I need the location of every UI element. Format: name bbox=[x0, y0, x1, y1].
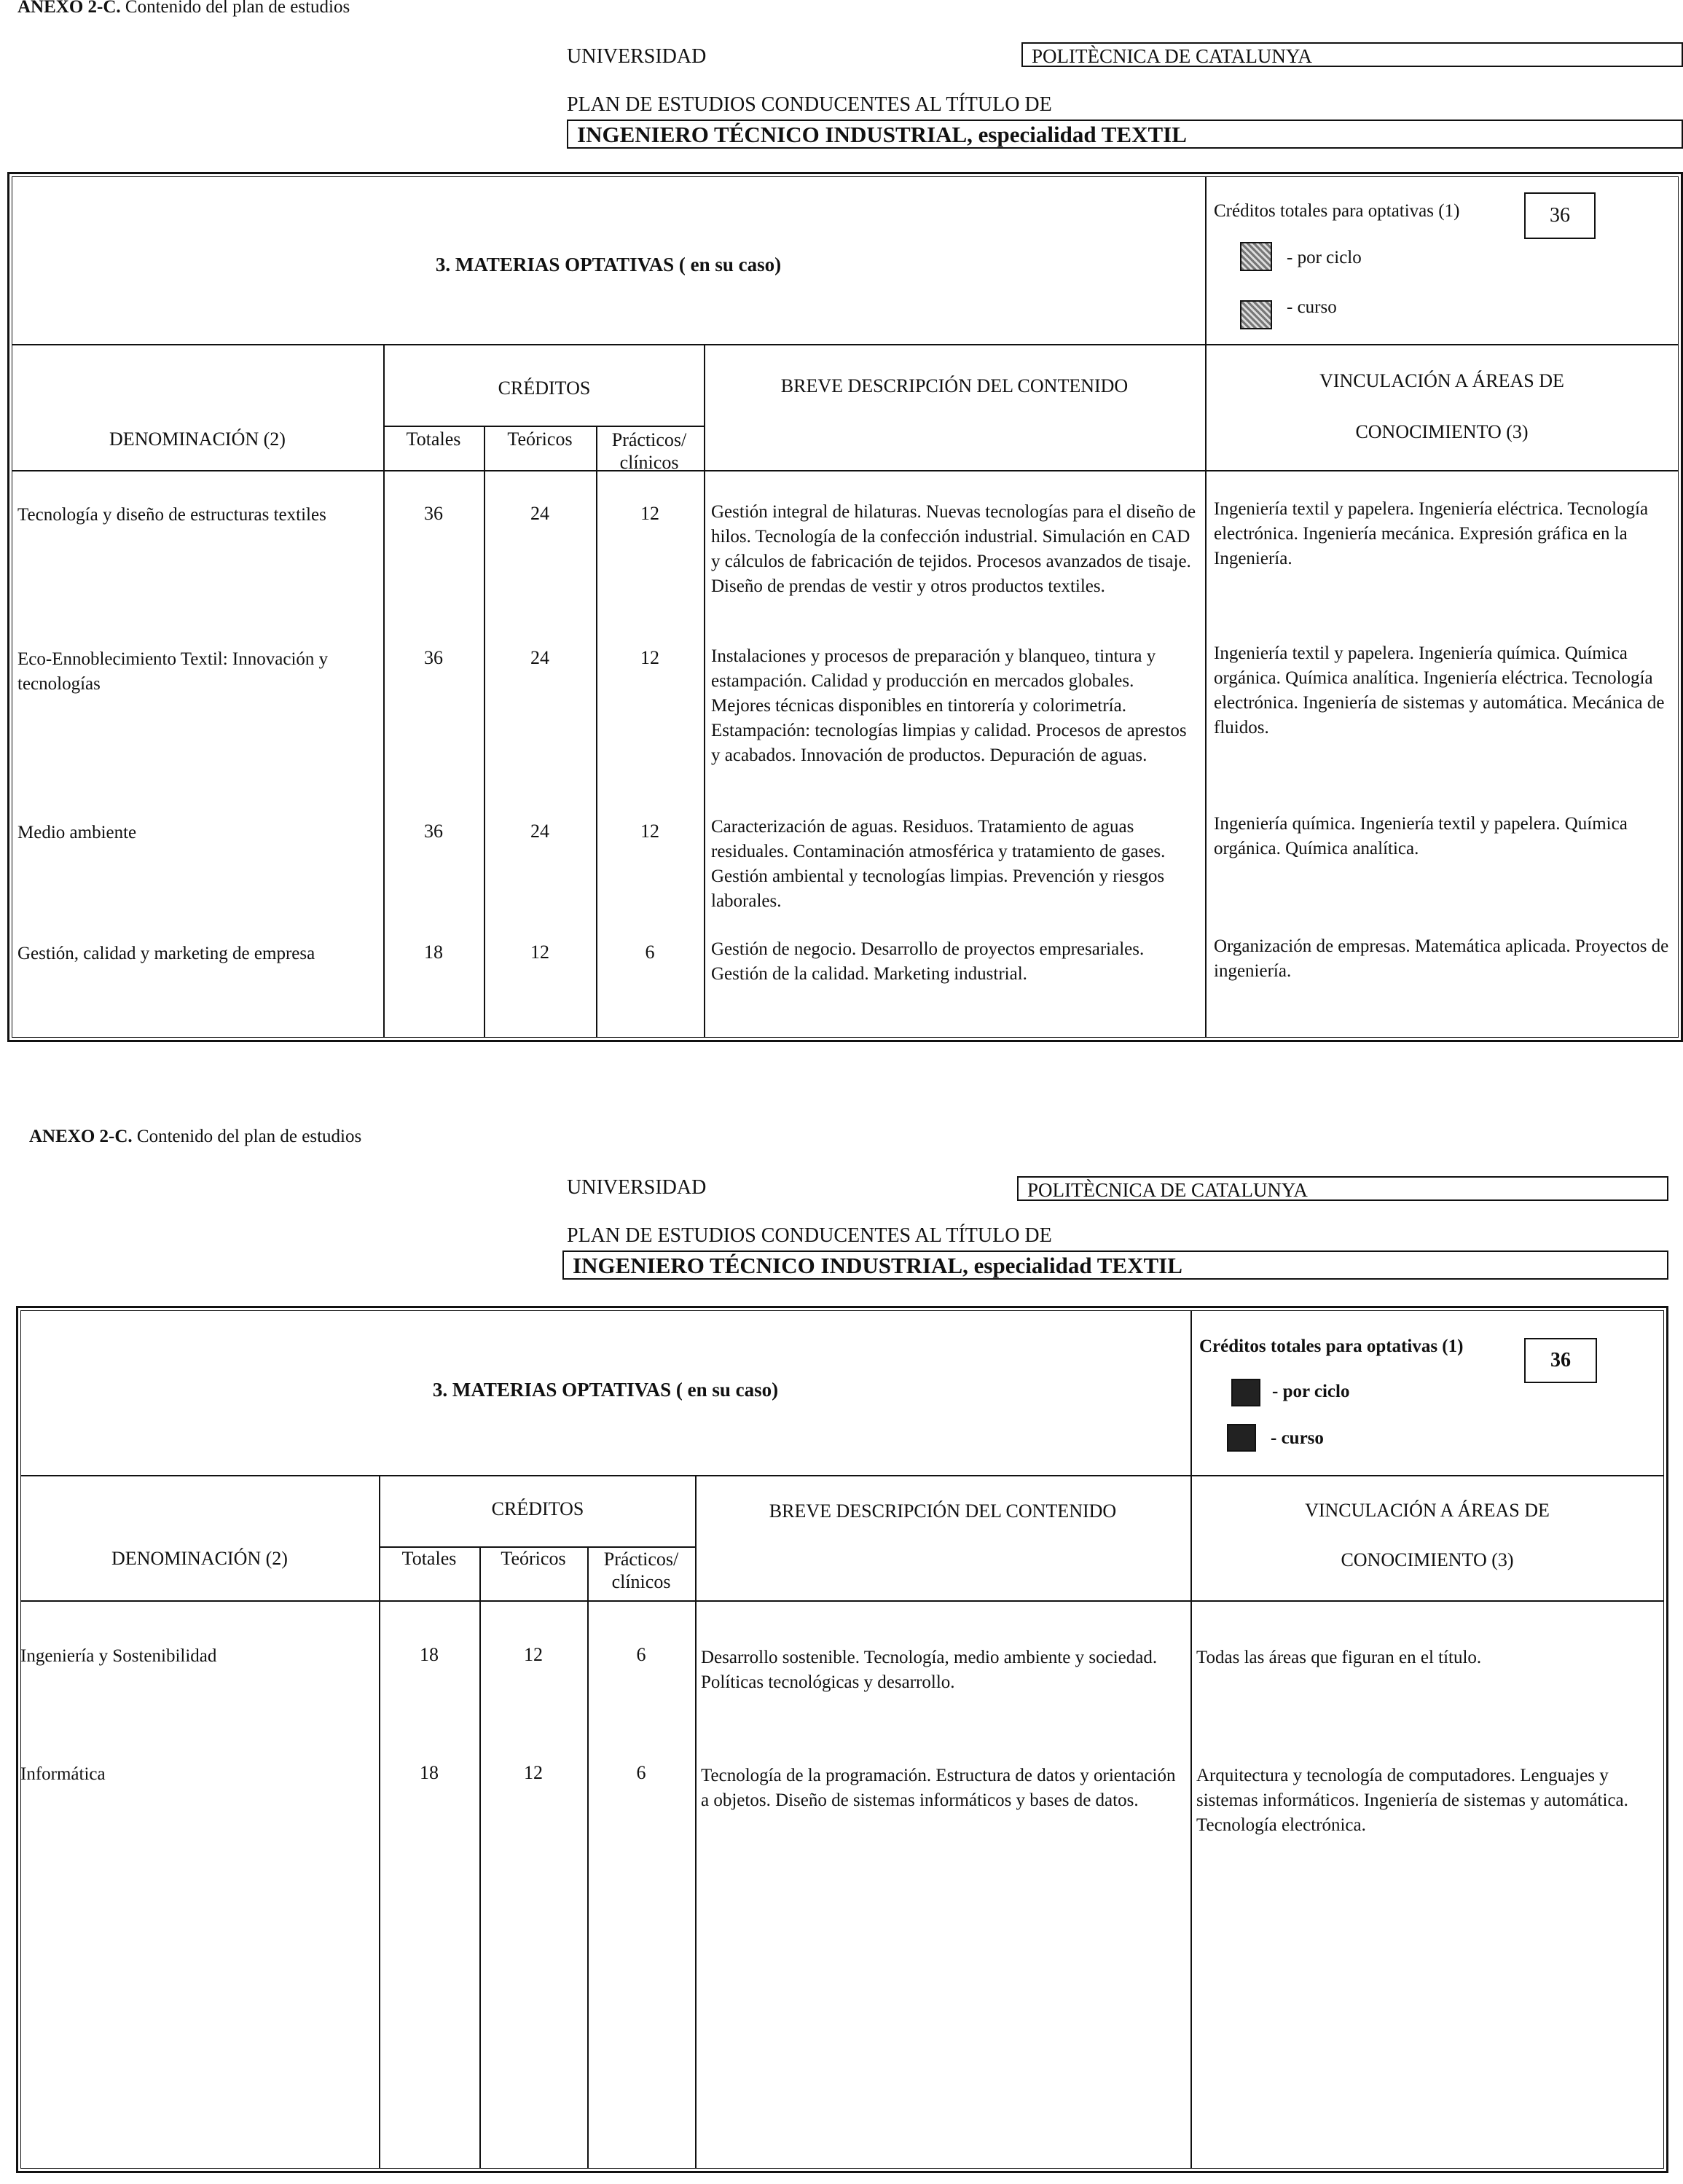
section-title: 3. MATERIAS OPTATIVAS ( en su caso) bbox=[435, 254, 782, 275]
header-vinculacion-1: VINCULACIÓN A ÁREAS DE bbox=[1305, 1500, 1550, 1521]
per-course-checkbox bbox=[1227, 1424, 1256, 1452]
header-practicos: Prácticos/ clínicos bbox=[611, 429, 687, 473]
row-totales: 18 bbox=[420, 1644, 439, 1665]
row-totales: 18 bbox=[424, 942, 443, 963]
row-name: Gestión, calidad y marketing de empresa bbox=[17, 944, 315, 963]
per-cycle-label: - por ciclo bbox=[1272, 1382, 1350, 1401]
row-totales: 36 bbox=[424, 503, 443, 524]
credits-total-value: 36 bbox=[1524, 1338, 1597, 1383]
section-title: 3. MATERIAS OPTATIVAS ( en su caso) bbox=[432, 1379, 779, 1401]
row-totales: 36 bbox=[424, 821, 443, 842]
row-name: Ingeniería y Sostenibilidad bbox=[20, 1646, 217, 1666]
per-cycle-checkbox bbox=[1231, 1379, 1260, 1406]
header-totales: Totales bbox=[401, 1548, 457, 1569]
header-practicos: Prácticos/ clínicos bbox=[603, 1549, 679, 1592]
row-descripcion: Gestión integral de hilaturas. Nuevas tecnologías para el diseño de hilos. Tecnología de la confección industrial. Simulación en CAD y cálculos de fabricación de tejidos. Procesos avanzados de tisaje. Diseño de prendas de vestir y otros productos textiles. bbox=[711, 502, 1196, 596]
row-areas: Ingeniería textil y papelera. Ingeniería eléctrica. Tecnología electrónica. Ingeniería mecánica. Expresión gráfica en la Ingeniería. bbox=[1214, 499, 1649, 568]
row-teoricos: 24 bbox=[530, 821, 549, 842]
row-teoricos: 24 bbox=[530, 647, 549, 668]
row-practicos: 6 bbox=[645, 942, 655, 963]
row-descripcion: Instalaciones y procesos de preparación y blanqueo, tintura y estampación. Calidad y producción en mercados globales. Mejores técnicas disponibles en tintorería y colorimetría. Estampación: tecnologías limpias y calidad. Procesos de aprestos y acabados. Innovación de productos. Depuración de aguas. bbox=[711, 646, 1187, 765]
row-practicos: 12 bbox=[640, 503, 659, 524]
header-descripcion: BREVE DESCRIPCIÓN DEL CONTENIDO bbox=[780, 375, 1129, 396]
row-descripcion: Gestión de negocio. Desarrollo de proyectos empresariales. Gestión de la calidad. Marketing industrial. bbox=[711, 939, 1145, 984]
row-areas: Ingeniería textil y papelera. Ingeniería química. Química orgánica. Química analítica. Ingeniería eléctrica. Tecnología electrónica. Ingeniería de sistemas y automática. Mecánica de fluidos. bbox=[1214, 643, 1665, 737]
header-vinculacion-2: CONOCIMIENTO (3) bbox=[1355, 421, 1529, 442]
credits-total-label: Créditos totales para optativas (1) bbox=[1214, 201, 1460, 221]
header-vinculacion-1: VINCULACIÓN A ÁREAS DE bbox=[1319, 370, 1564, 391]
per-course-label: - curso bbox=[1271, 1428, 1324, 1448]
row-teoricos: 12 bbox=[524, 1762, 543, 1783]
per-cycle-label: - por ciclo bbox=[1287, 248, 1362, 267]
row-practicos: 6 bbox=[636, 1762, 646, 1783]
degree-title: INGENIERO TÉCNICO INDUSTRIAL, especialidad TEXTIL bbox=[567, 120, 1683, 149]
annex-heading: ANEXO 2-C. Contenido del plan de estudios bbox=[17, 0, 350, 17]
row-teoricos: 12 bbox=[524, 1644, 543, 1665]
row-practicos: 12 bbox=[640, 647, 659, 668]
header-vinculacion-2: CONOCIMIENTO (3) bbox=[1341, 1549, 1514, 1570]
header-teoricos: Teóricos bbox=[507, 428, 573, 450]
row-descripcion: Tecnología de la programación. Estructura de datos y orientación a objetos. Diseño de sistemas informáticos y bases de datos. bbox=[701, 1766, 1176, 1810]
plan-label: PLAN DE ESTUDIOS CONDUCENTES AL TÍTULO DE bbox=[567, 1224, 1052, 1247]
degree-title: INGENIERO TÉCNICO INDUSTRIAL, especialidad TEXTIL bbox=[562, 1250, 1668, 1280]
row-teoricos: 12 bbox=[530, 942, 549, 963]
university-label: UNIVERSIDAD bbox=[567, 45, 707, 68]
per-course-checkbox bbox=[1240, 300, 1272, 329]
header-totales: Totales bbox=[406, 428, 461, 450]
row-name: Eco-Ennoblecimiento Textil: Innovación y tecnologías bbox=[17, 649, 329, 694]
per-course-label: - curso bbox=[1287, 297, 1337, 317]
row-practicos: 6 bbox=[636, 1644, 646, 1665]
university-value: POLITÈCNICA DE CATALUNYA bbox=[1021, 42, 1683, 67]
credits-total-value: 36 bbox=[1524, 192, 1596, 239]
university-label: UNIVERSIDAD bbox=[567, 1176, 707, 1199]
row-areas: Arquitectura y tecnología de computadores. Lenguajes y sistemas informáticos. Ingeniería de sistemas y automática. Tecnología electrónica. bbox=[1196, 1766, 1628, 1835]
credits-total-label: Créditos totales para optativas (1) bbox=[1199, 1336, 1464, 1356]
header-denominacion: DENOMINACIÓN (2) bbox=[109, 428, 286, 450]
header-descripcion: BREVE DESCRIPCIÓN DEL CONTENIDO bbox=[769, 1500, 1117, 1522]
annex-heading: ANEXO 2-C. Contenido del plan de estudios bbox=[29, 1127, 362, 1146]
per-cycle-checkbox bbox=[1240, 242, 1272, 271]
university-value: POLITÈCNICA DE CATALUNYA bbox=[1017, 1176, 1668, 1201]
row-practicos: 12 bbox=[640, 821, 659, 842]
row-name: Tecnología y diseño de estructuras textiles bbox=[17, 505, 326, 525]
header-teoricos: Teóricos bbox=[501, 1548, 566, 1569]
row-areas: Ingeniería química. Ingeniería textil y papelera. Química orgánica. Química analítica. bbox=[1214, 814, 1628, 858]
row-totales: 36 bbox=[424, 647, 443, 668]
row-descripcion: Desarrollo sostenible. Tecnología, medio ambiente y sociedad. Políticas tecnológicas y desarrollo. bbox=[701, 1648, 1158, 1692]
header-creditos: CRÉDITOS bbox=[498, 377, 591, 399]
row-teoricos: 24 bbox=[530, 503, 549, 524]
row-areas: Todas las áreas que figuran en el título. bbox=[1196, 1648, 1482, 1667]
header-denominacion: DENOMINACIÓN (2) bbox=[111, 1548, 288, 1569]
header-creditos: CRÉDITOS bbox=[491, 1498, 584, 1519]
row-name: Informática bbox=[20, 1764, 106, 1784]
plan-label: PLAN DE ESTUDIOS CONDUCENTES AL TÍTULO DE bbox=[567, 93, 1052, 116]
row-areas: Organización de empresas. Matemática aplicada. Proyectos de ingeniería. bbox=[1214, 936, 1669, 981]
row-descripcion: Caracterización de aguas. Residuos. Tratamiento de aguas residuales. Contaminación atmosférica y tratamiento de gases. Gestión ambiental y tecnologías limpias. Prevención y riesgos laborales. bbox=[711, 817, 1166, 911]
row-totales: 18 bbox=[420, 1762, 439, 1783]
row-name: Medio ambiente bbox=[17, 823, 137, 842]
